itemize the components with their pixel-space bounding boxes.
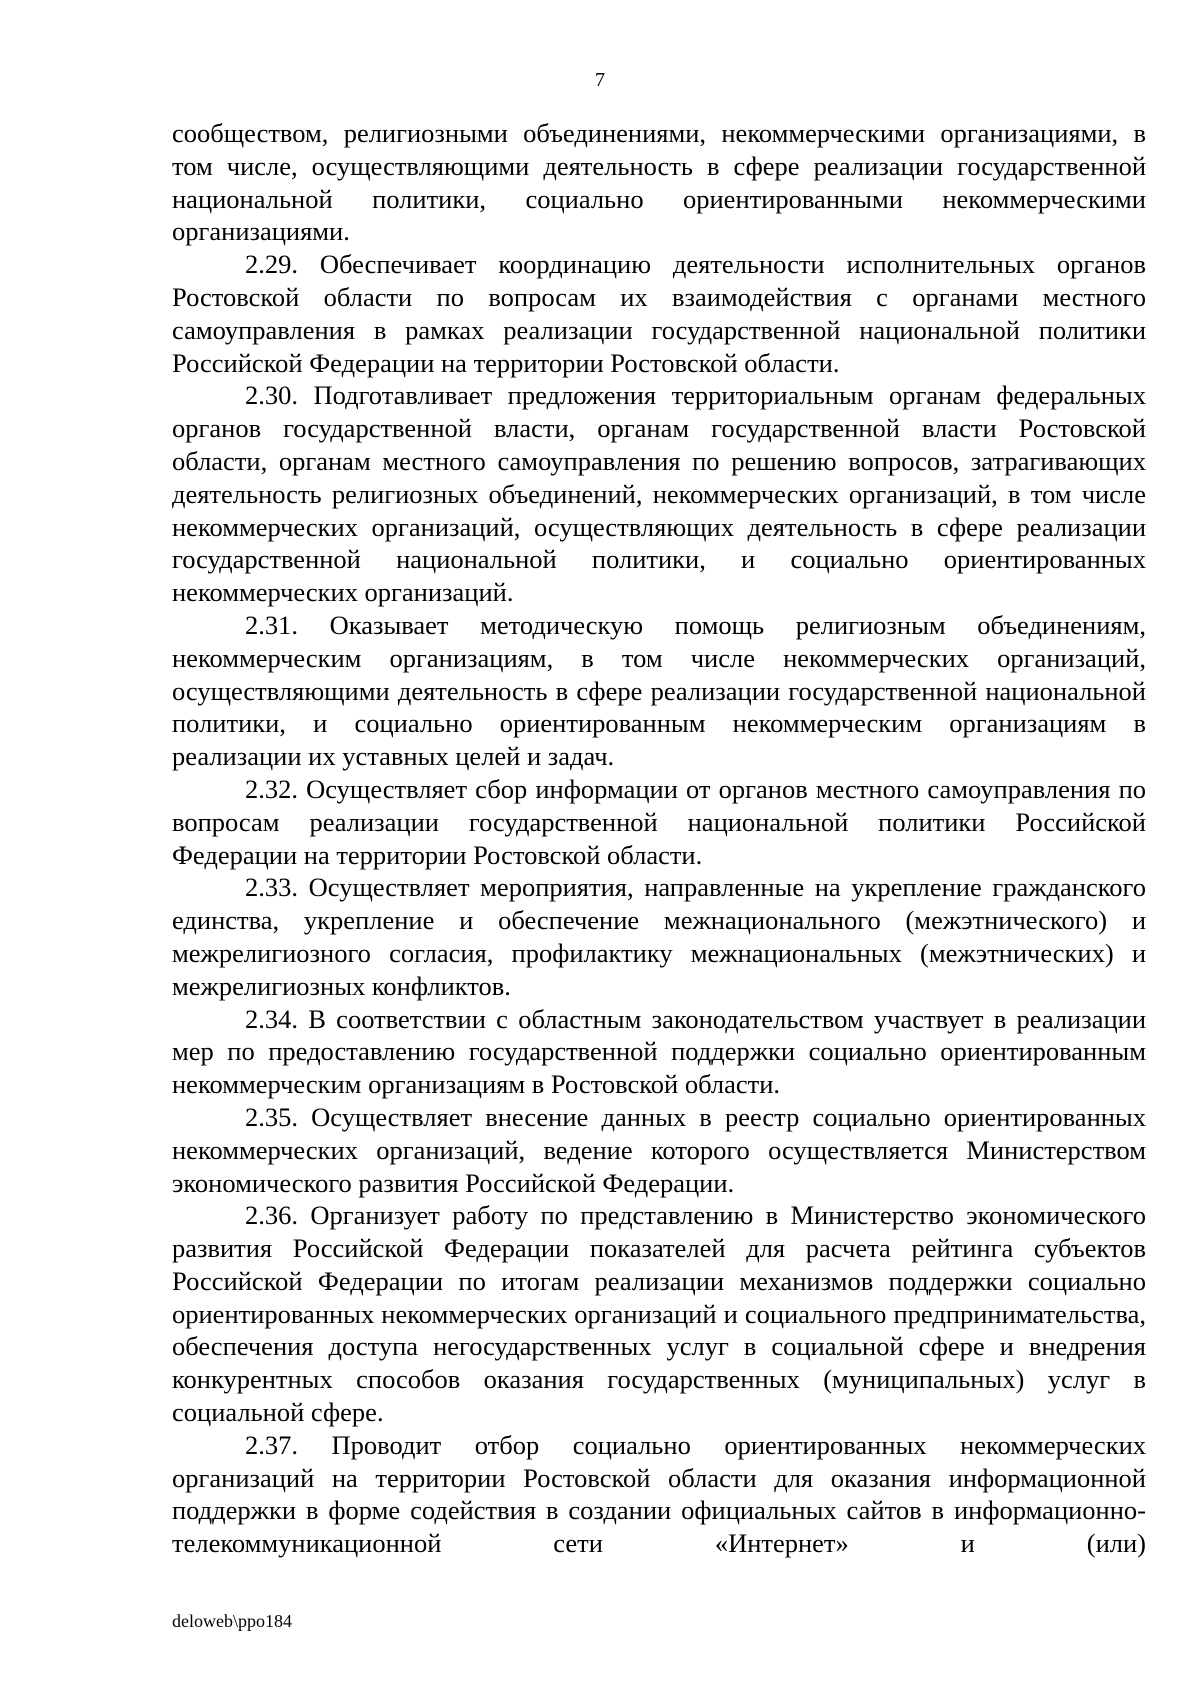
paragraph-continuation: сообществом, религиозными объединениями, некоммерческими организациями, в том числе, осуществляющими деятельность в сфере реализации государственной национальной политики, социально ориентированными некоммерческими организациями.: [172, 118, 1146, 247]
footer-document-code: deloweb\ppo184: [172, 1611, 292, 1631]
page-number: 7: [595, 69, 605, 91]
paragraph-2-31: 2.31. Оказывает методическую помощь религиозным объединениям, некоммерческим организациям, в том числе некоммерческих организаций, осуществляющими деятельность в сфере реализации государственной национальной политики, и социально ориентированным некоммерческим организациям в реализации их уставных целей и задач.: [172, 609, 1146, 772]
paragraph-2-34: 2.34. В соответствии с областным законодательством участвует в реализации мер по предоставлению государственной поддержки социально ориентированным некоммерческим организациям в Ростовской области.: [172, 1003, 1146, 1100]
document-body: [172, 117, 1146, 1560]
paragraph-2-37: 2.37. Проводит отбор социально ориентированных некоммерческих организаций на территории Ростовской области для оказания информационной поддержки в форме содействия в создании официальных сайтов в информационно-телекоммуникационной сети «Интернет» и (или): [172, 1429, 1146, 1559]
paragraph-2-36: 2.36. Организует работу по представлению в Министерство экономического развития Российской Федерации показателей для расчета рейтинга субъектов Российской Федерации по итогам реализации механизмов поддержки социально ориентированных некоммерческих организаций и социального предпринимательства, обеспечения доступа негосударственных услуг в социальной сфере и внедрения конкурентных способов оказания государственных (муниципальных) услуг в социальной сфере.: [172, 1200, 1146, 1428]
paragraph-2-35: 2.35. Осуществляет внесение данных в реестр социально ориентированных некоммерческих организаций, ведение которого осуществляется Министерством экономического развития Российской Федерации.: [172, 1101, 1146, 1198]
paragraph-2-30: 2.30. Подготавливает предложения территориальным органам федеральных органов государственной власти, органам государственной власти Ростовской области, органам местного самоуправления по решению вопросов, затрагивающих деятельность религиозных объединений, некоммерческих организаций, в том числе некоммерческих организаций, осуществляющих деятельность в сфере реализации государственной национальной политики, и социально ориентированных некоммерческих организаций.: [172, 380, 1146, 608]
paragraph-2-32: 2.32. Осуществляет сбор информации от органов местного самоуправления по вопросам реализации государственной национальной политики Российской Федерации на территории Ростовской области.: [172, 773, 1146, 870]
paragraph-2-33: 2.33. Осуществляет мероприятия, направленные на укрепление гражданского единства, укрепление и обеспечение межнационального (межэтнического) и межрелигиозного согласия, профилактику межнациональных (межэтнических) и межрелигиозных конфликтов.: [172, 872, 1146, 1001]
paragraph-2-29: 2.29. Обеспечивает координацию деятельности исполнительных органов Ростовской области по вопросам их взаимодействия с органами местного самоуправления в рамках реализации государственной национальной политики Российской Федерации на территории Ростовской области.: [172, 249, 1146, 378]
